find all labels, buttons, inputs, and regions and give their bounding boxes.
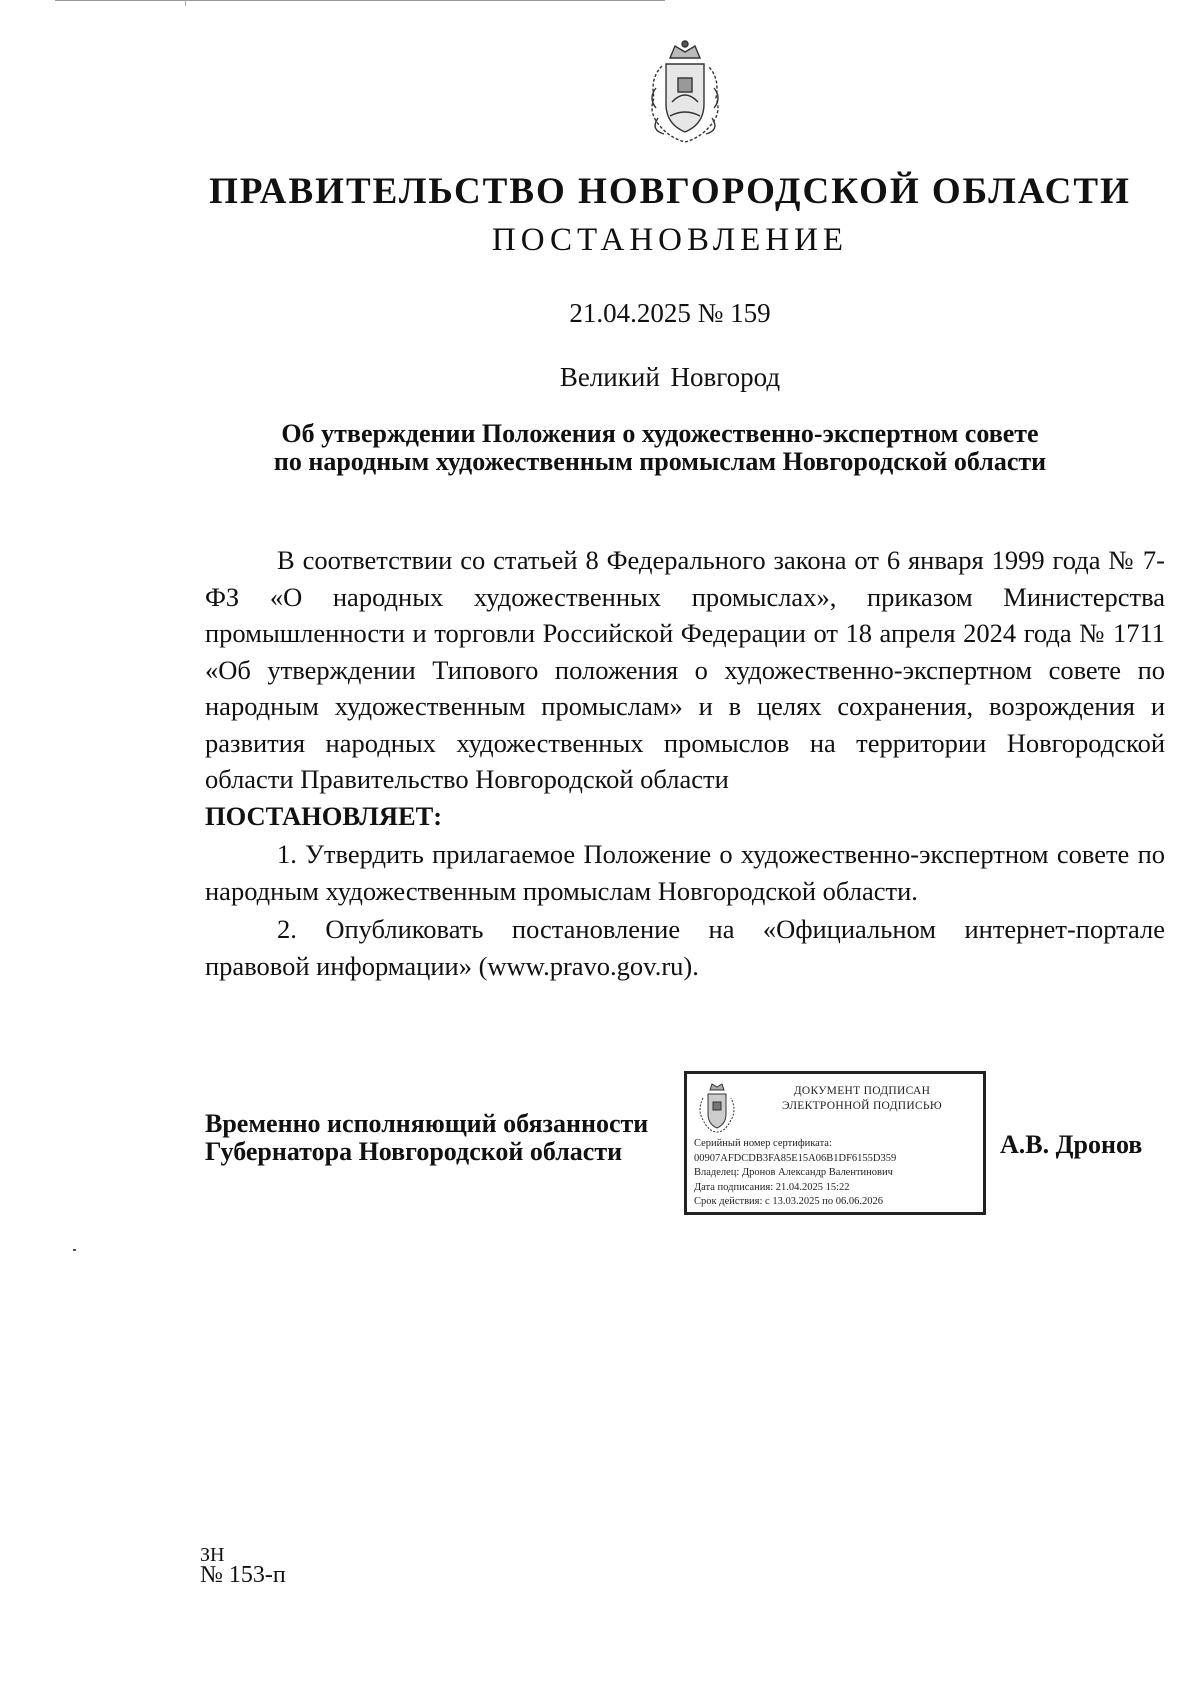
subject-line-1: Об утверждении Положения о художественно-экспертном совете bbox=[281, 419, 1039, 448]
scan-speck bbox=[73, 1249, 76, 1251]
stamp-validity: Срок действия: с 13.03.2025 по 06.06.2026 bbox=[694, 1196, 883, 1207]
stamp-coat-of-arms-icon bbox=[695, 1080, 739, 1134]
coat-of-arms-icon bbox=[640, 38, 730, 148]
signer-title bbox=[205, 1110, 675, 1166]
item-1: 1. Утвердить прилагаемое Положение о художественно-экспертном совете по народным художественным промыслам Новгородской области. bbox=[205, 839, 1165, 906]
item-2: 2. Опубликовать постановление на «Официальном интернет-портале правовой информации» (www.pravo.gov.ru). bbox=[205, 914, 1165, 981]
preamble-text: В соответствии со статьей 8 Федерального закона от 6 января 1999 года № 7-ФЗ «О народных художественных промыслах», приказом Министерства промышленности и торговли Российской Федерации от 18 апреля 2024 года № 1711 «Об утверждении Типового положения о художественно-экспертном совете по народным художественным промыслам» и в целях сохранения, возрождения и развития народных художественных промыслов на территории Новгородской области Правительство Новгородской области bbox=[205, 545, 1165, 794]
preamble-paragraph bbox=[205, 542, 1165, 834]
subject-line-2: по народным художественным промыслам Новгородской области bbox=[273, 447, 1047, 476]
government-name: ПРАВИТЕЛЬСТВО НОВГОРОДСКОЙ ОБЛАСТИ bbox=[209, 171, 1131, 212]
document-body bbox=[205, 542, 1165, 984]
electronic-signature-stamp bbox=[684, 1071, 986, 1215]
stamp-heading-1: ДОКУМЕНТ ПОДПИСАН bbox=[793, 1085, 931, 1097]
footer-line-1: ЗН bbox=[200, 1544, 225, 1566]
stamp-heading bbox=[747, 1084, 977, 1114]
scan-edge-line bbox=[55, 0, 665, 1]
document-date-number: 21.04.2025 № 159 bbox=[569, 298, 771, 328]
signer-title-line-2: Губернатора Новгородской области bbox=[205, 1137, 623, 1166]
stamp-serial-label: Серийный номер сертификата: bbox=[694, 1138, 832, 1149]
stamp-signed-date: Дата подписания: 21.04.2025 15:22 bbox=[694, 1181, 850, 1193]
document-city: Великий Новгород bbox=[559, 362, 781, 392]
stamp-serial: 00907AFDCDB3FA85E15A06B1DF6155D359 bbox=[694, 1152, 897, 1164]
stamp-heading-2: ЭЛЕКТРОННОЙ ПОДПИСЬЮ bbox=[782, 1100, 942, 1112]
footer-code bbox=[200, 1544, 286, 1588]
footer-line-2: № 153-п bbox=[200, 1562, 286, 1588]
stamp-details bbox=[694, 1137, 979, 1210]
decree-word: ПОСТАНОВЛЯЕТ: bbox=[205, 800, 443, 831]
stamp-owner: Владелец: Дронов Александр Валентинович bbox=[694, 1167, 893, 1178]
document-type: ПОСТАНОВЛЕНИЕ bbox=[491, 222, 849, 258]
signer-title-line-1: Временно исполняющий обязанности bbox=[205, 1109, 649, 1138]
document-subject bbox=[200, 420, 1120, 476]
scan-edge-mark bbox=[185, 0, 186, 6]
signer-name: А.В. Дронов bbox=[1000, 1130, 1143, 1159]
